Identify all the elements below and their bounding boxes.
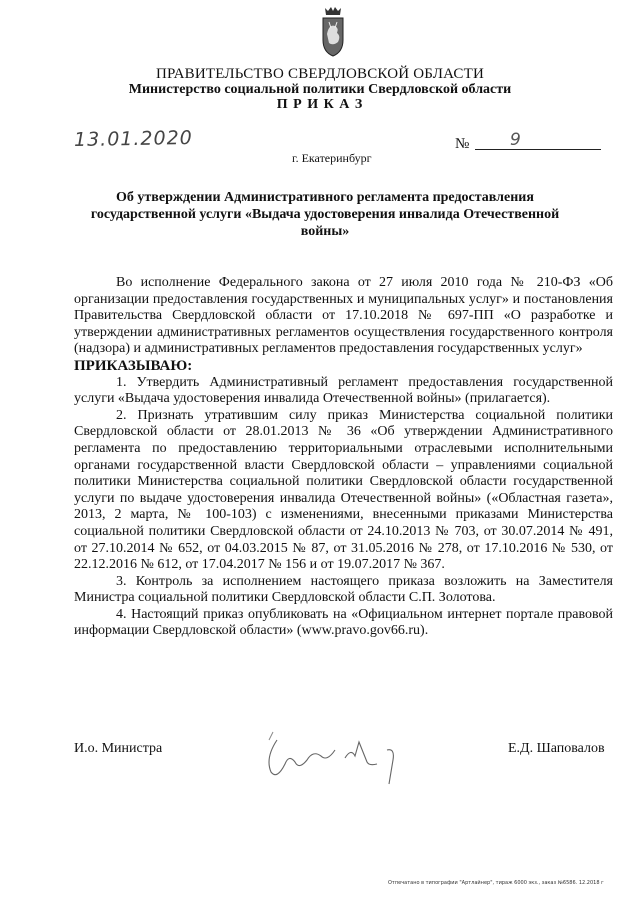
print-footer: Отпечатано в типографии "Артлайнер", тираж 6000 экз., заказ №6586. 12.2018 г [388,880,604,886]
handwritten-signature [255,720,415,790]
handwritten-number: 9 [510,130,521,150]
document-type: П Р И К А З [276,97,364,112]
document-title: Об утверждении Административного регламента предоставления государственной услуги «Выдача удостоверения инвалида Отечественной войны» [90,190,560,239]
number-sign: № [455,136,470,152]
handwritten-date: 13.01.2020 [73,126,193,152]
signatory-position: И.о. Министра [74,741,163,756]
list-item: 2. Признать утратившим силу приказ Министерства социальной политики Свердловской области от 28.01.2013 № 36 «Об утверждении Административного регламента по предоставлению территориальными отраслевыми исполнительными органами государственной власти Свердловской области – управлениями социальной политики Министерства социальной политики Свердловской области государственной услуги по выдаче удостоверения инвалида Отечественной войны» («Областная газета», 2013, 2 марта, № 100-103) с изменениями, внесенными приказами Министерства социальной политики Свердловской области от 24.10.2013 № 703, от 30.07.2014 № 491, от 27.10.2014 № 652, от 04.03.2015 № 87, от 31.05.2016 № 278, от 17.10.2016 № 530, от 22.12.2016 № 612, от 17.04.2017 № 156 и от 19.07.2017 № 367. [74,407,613,573]
signatory-name: Е.Д. Шаповалов [508,741,605,756]
ministry-name: Министерство социальной политики Свердловской области [128,82,512,97]
list-item: 1. Утвердить Административный регламент предоставления государственной услуги «Выдача удостоверения инвалида Отечественной войны» (прилагается). [74,374,613,407]
list-item: 3. Контроль за исполнением настоящего приказа возложить на Заместителя Министра социальной политики Свердловской области С.П. Золотова. [74,573,613,606]
order-word: ПРИКАЗЫВАЮ: [74,357,193,374]
intro-paragraph: Во исполнение Федерального закона от 27 июля 2010 года № 210-ФЗ «Об организации предоставления государственных и муниципальных услуг» и постановления Правительства Свердловской области от 17.10.2018 № 697-ПП «О разработке и утверждении административных регламентов осуществления государственного контроля (надзора) и административных регламентов предоставления государственных услуг» [74,275,613,357]
city: г. Екатеринбург [292,151,372,165]
number-underline [475,149,601,150]
coat-of-arms-icon [319,6,347,58]
document-body [74,275,613,640]
government-name: ПРАВИТЕЛЬСТВО СВЕРДЛОВСКОЙ ОБЛАСТИ [155,66,485,82]
list-item: 4. Настоящий приказ опубликовать на «Официальном интернет портале правовой информации Свердловской области» (www.pravo.gov66.ru). [74,606,613,639]
